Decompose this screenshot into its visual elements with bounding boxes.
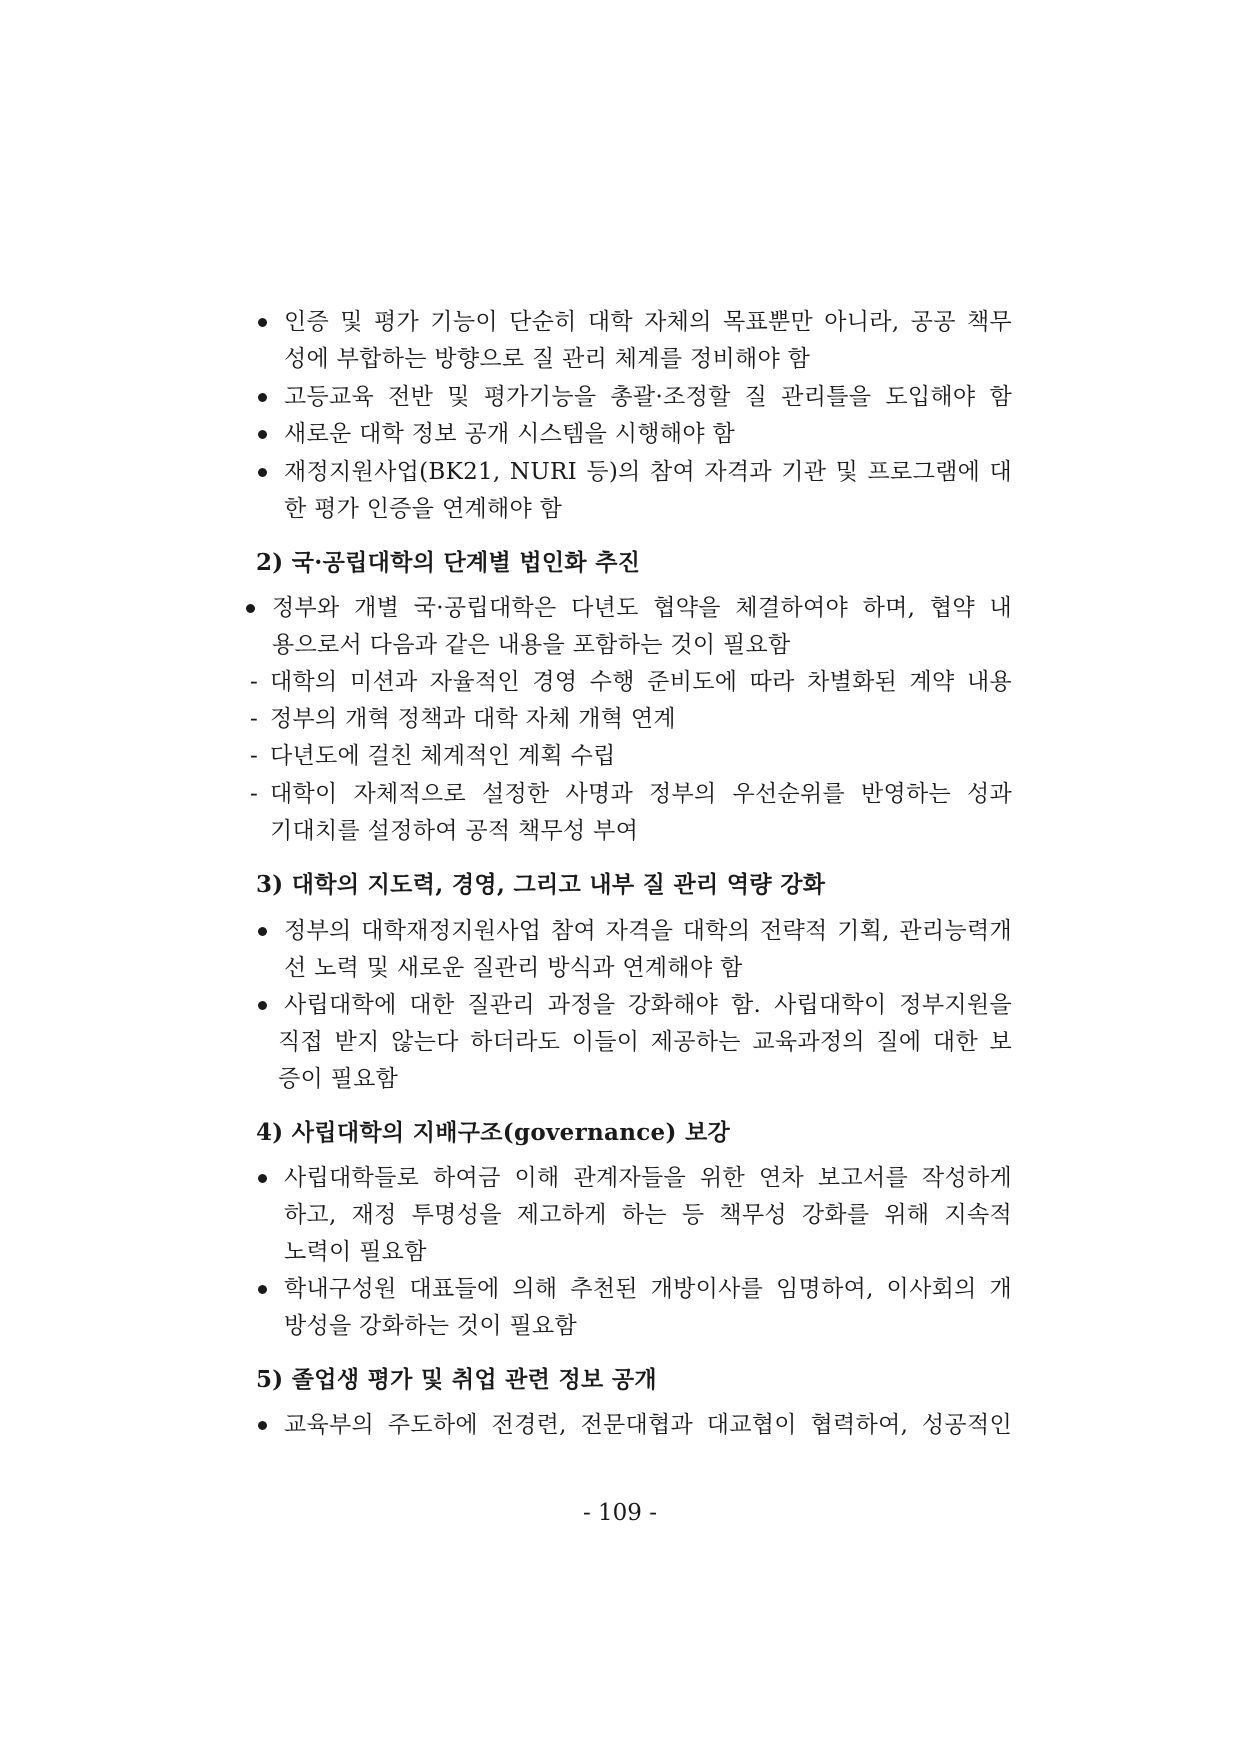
dash-item-line: 정부의 개혁 정책과 대학 자체 개혁 연계 [270, 706, 676, 732]
list-item-line: 고등교육 전반 및 평가기능을 총괄·조정할 질 관리틀을 도입해야 함 [284, 384, 1012, 410]
list-item-line: 방성을 강화하는 것이 필요함 [284, 1313, 578, 1339]
list-item-line: 새로운 대학 정보 공개 시스템을 시행해야 함 [284, 421, 735, 447]
list-item-line: 인증 및 평가 기능이 단순히 대학 자체의 목표뿐만 아니라, 공공 책무 [284, 309, 1012, 335]
dash-item-line: 대학의 미션과 자율적인 경영 수행 준비도에 따라 차별화된 계약 내용 [270, 669, 1012, 695]
list-item-line: 사립대학에 대한 질관리 과정을 강화해야 함. 사립대학이 정부지원을 [284, 992, 1012, 1018]
list-item-line: 정부의 대학재정지원사업 참여 자격을 대학의 전략적 기획, 관리능력개 [284, 918, 1012, 944]
list-item-line: 교육부의 주도하에 전경련, 전문대협과 대교협이 협력하여, 성공적인 [284, 1412, 1012, 1438]
list-item-line: 선 노력 및 새로운 질관리 방식과 연계해야 함 [284, 955, 743, 981]
section-heading: 4) 사립대학의 지배구조(governance) 보강 [256, 1119, 730, 1146]
bullet-dot-icon [258, 1001, 267, 1010]
list-item-line: 직접 받지 않는다 하더라도 이들이 제공하는 교육과정의 질에 대한 보 [278, 1029, 1012, 1055]
dash-item-line: 기대치를 설정하여 공적 책무성 부여 [270, 818, 639, 844]
list-item-line: 노력이 필요함 [284, 1239, 427, 1265]
bullet-dot-icon [258, 1174, 267, 1183]
bullet-dot-icon [258, 393, 267, 402]
section-heading: 2) 국·공립대학의 단계별 법인화 추진 [256, 549, 641, 576]
bullet-dot-icon [258, 318, 267, 327]
dash-marker: - [250, 669, 258, 695]
bullet-dot-icon [246, 604, 255, 613]
bullet-dot-icon [258, 468, 267, 477]
list-item-line: 성에 부합하는 방향으로 질 관리 체계를 정비해야 함 [284, 346, 811, 372]
list-item-line: 증이 필요함 [278, 1066, 399, 1092]
list-item-line: 재정지원사업(BK21, NURI 등)의 참여 자격과 기관 및 프로그램에 대 [284, 459, 1012, 485]
list-item-line: 하고, 재정 투명성을 제고하게 하는 등 책무성 강화를 위해 지속적 [284, 1202, 1012, 1228]
dash-marker: - [250, 743, 258, 769]
dash-marker: - [250, 781, 258, 807]
list-item-line: 용으로서 다음과 같은 내용을 포함하는 것이 필요함 [272, 632, 791, 658]
list-item-line: 학내구성원 대표들에 의해 추천된 개방이사를 임명하여, 이사회의 개 [284, 1276, 1012, 1302]
list-item-line: 한 평가 인증을 연계해야 함 [284, 496, 563, 522]
section-heading: 3) 대학의 지도력, 경영, 그리고 내부 질 관리 역량 강화 [256, 871, 826, 898]
bullet-dot-icon [258, 1421, 267, 1430]
section-heading: 5) 졸업생 평가 및 취업 관련 정보 공개 [256, 1366, 657, 1393]
dash-marker: - [250, 706, 258, 732]
list-item-line: 정부와 개별 국·공립대학은 다년도 협약을 체결하여야 하며, 협약 내 [272, 595, 1012, 621]
list-item-line: 사립대학들로 하여금 이해 관계자들을 위한 연차 보고서를 작성하게 [284, 1165, 1012, 1191]
page-number: - 109 - [582, 1500, 658, 1526]
bullet-dot-icon [258, 927, 267, 936]
bullet-dot-icon [258, 430, 267, 439]
bullet-dot-icon [258, 1285, 267, 1294]
dash-item-line: 다년도에 걸친 체계적인 계획 수립 [270, 743, 616, 769]
dash-item-line: 대학이 자체적으로 설정한 사명과 정부의 우선순위를 반영하는 성과 [270, 781, 1012, 807]
